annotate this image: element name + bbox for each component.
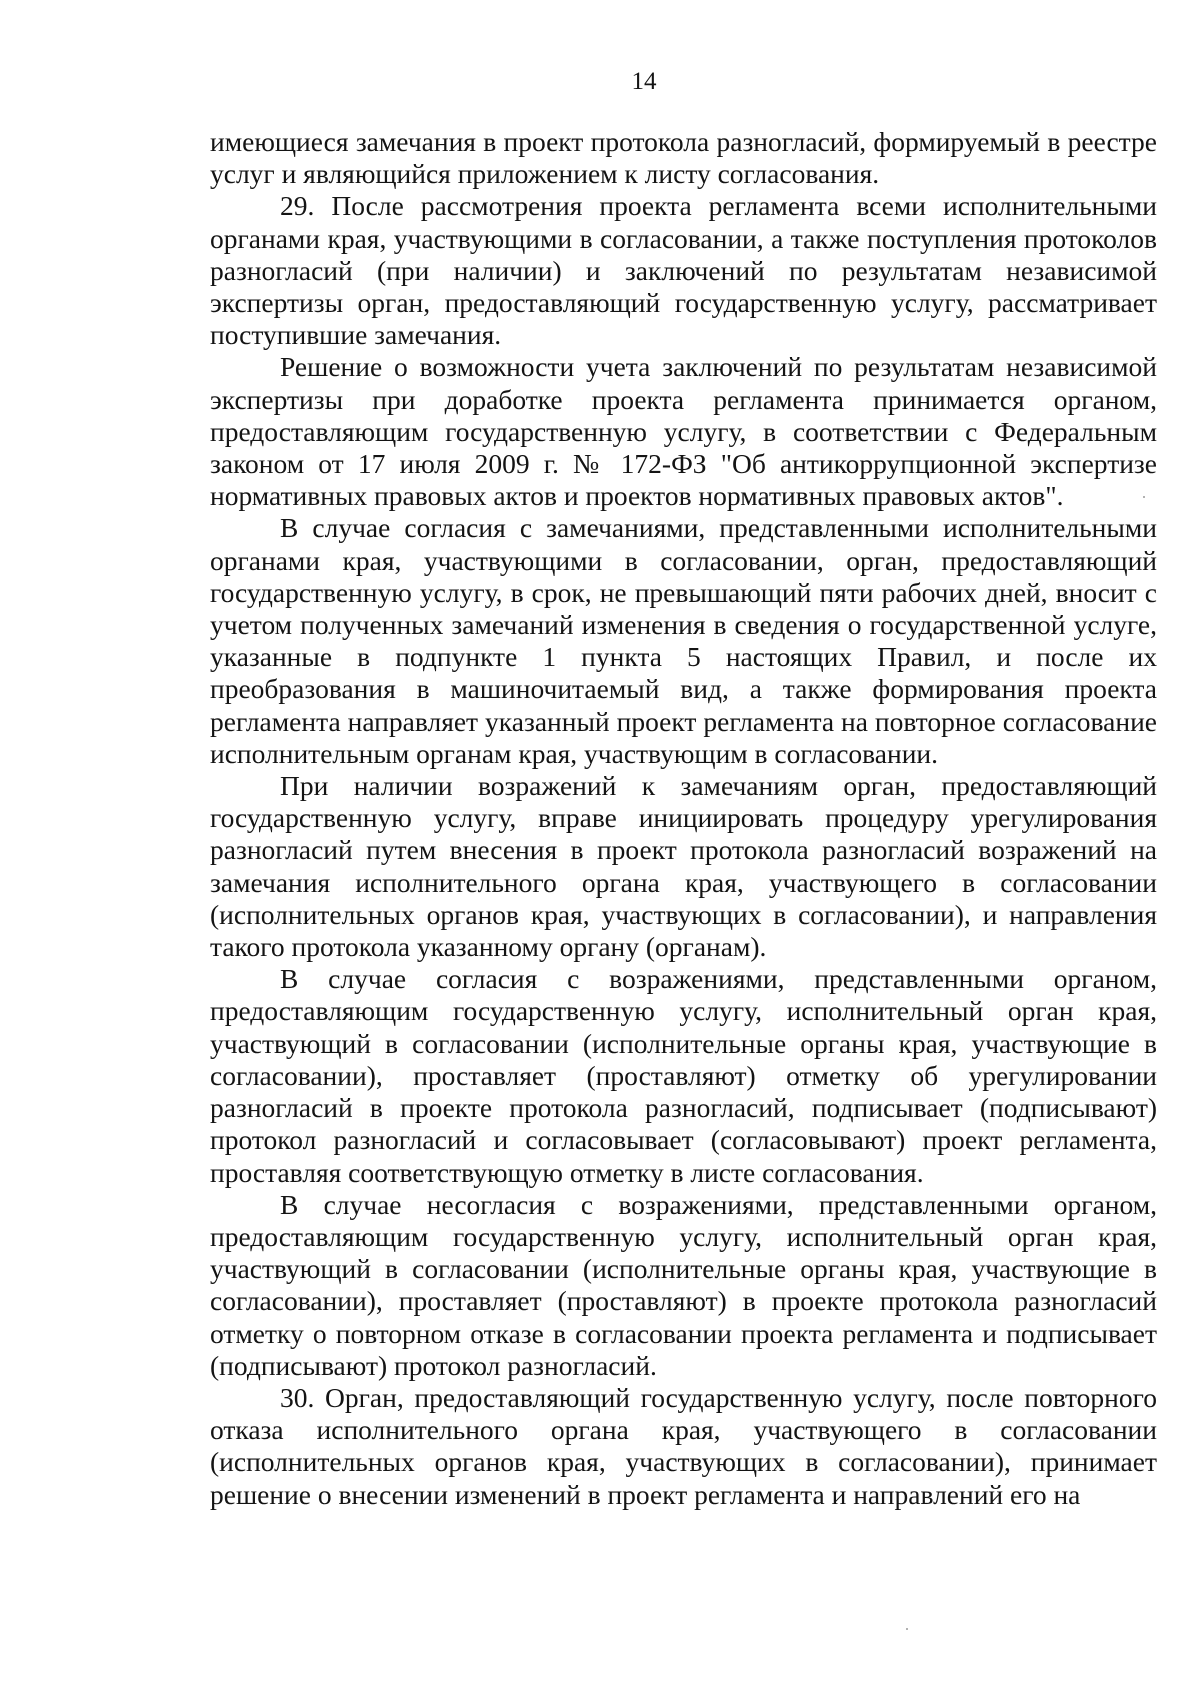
scan-speck: [1143, 496, 1145, 498]
paragraph-agreement-with-remarks: В случае согласия с замечаниями, представленными исполнительными органами края, участвующими в согласовании, орган, предоставляющий государственную услугу, в срок, не превышающий пяти рабочих дней, вносит с учетом полученных замечаний изменения в сведения о государственной услуге, указанные в подпункте 1 пункта 5 настоящих Правил, и после их преобразования в машиночитаемый вид, а также формирования проекта регламента направляет указанный проект регламента на повторное согласование исполнительным органам края, участвующим в согласовании.: [210, 512, 1157, 769]
page-number: 14: [631, 68, 657, 95]
paragraph-independent-expertise: Решение о возможности учета заключений по результатам независимой экспертизы при доработке проекта регламента принимается органом, предоставляющим государственную услугу, в соответствии с Федеральным законом от 17 июля 2009 г. № 172-ФЗ "Об антикоррупционной экспертизе нормативных правовых актов и проектов нормативных правовых актов".: [210, 351, 1157, 512]
paragraph-disagreement-with-objections: В случае несогласия с возражениями, представленными органом, предоставляющим государственную услугу, исполнительный орган края, участвующий в согласовании (исполнительные органы края, участвующие в согласовании), проставляет (проставляют) в проекте протокола разногласий отметку о повторном отказе в согласовании проекта регламента и подписывает (подписывают) протокол разногласий.: [210, 1188, 1157, 1381]
scan-speck: [906, 1628, 908, 1630]
paragraph-objections-to-remarks: При наличии возражений к замечаниям орган, предоставляющий государственную услугу, вправе инициировать процедуру урегулирования разногласий путем внесения в проект протокола разногласий возражений на замечания исполнительного органа края, участвующего в согласовании (исполнительных органов края, участвующих в согласовании), и направления такого протокола указанному органу (органам).: [210, 770, 1157, 963]
paragraph-item-29: 29. После рассмотрения проекта регламента всеми исполнительными органами края, участвующими в согласовании, а также поступления протоколов разногласий (при наличии) и заключений по результатам независимой экспертизы орган, предоставляющий государственную услугу, рассматривает поступившие замечания.: [210, 190, 1157, 351]
paragraph-agreement-with-objections: В случае согласия с возражениями, представленными органом, предоставляющим государственную услугу, исполнительный орган края, участвующий в согласовании (исполнительные органы края, участвующие в согласовании), проставляет (проставляют) отметку об урегулировании разногласий в проекте протокола разногласий, подписывает (подписывают) протокол разногласий и согласовывает (согласовывают) проект регламента, проставляя соответствующую отметку в листе согласования.: [210, 963, 1157, 1188]
document-body: [210, 126, 1157, 1511]
paragraph-continuation: имеющиеся замечания в проект протокола разногласий, формируемый в реестре услуг и являющийся приложением к листу согласования.: [210, 126, 1157, 190]
paragraph-item-30: 30. Орган, предоставляющий государственную услугу, после повторного отказа исполнительного органа края, участвующего в согласовании (исполнительных органов края, участвующих в согласовании), принимает решение о внесении изменений в проект регламента и направлений его на: [210, 1381, 1157, 1510]
